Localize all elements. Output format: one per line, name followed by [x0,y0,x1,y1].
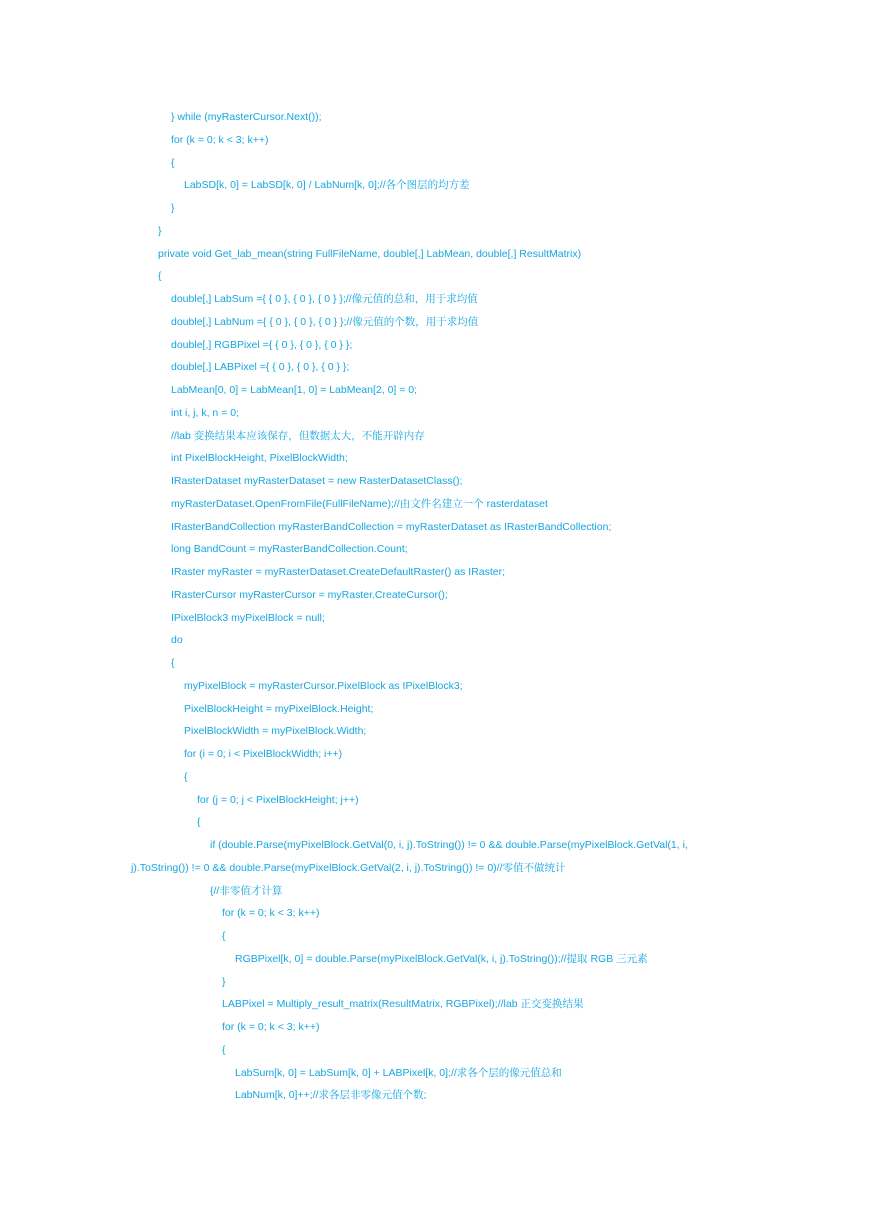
code-line: { [171,156,175,169]
code-line: IRasterDataset myRasterDataset = new RasterDatasetClass(); [171,475,463,487]
code-line: { [197,816,201,829]
code-line: { [158,270,162,283]
code-line: } [171,202,175,214]
code-line: LabSum[k, 0] = LabSum[k, 0] + LABPixel[k, 0];//求各个层的像元值总和 [235,1066,562,1079]
code-line: double[,] LabSum ={ { 0 }, { 0 }, { 0 } };//像元值的总和，用于求均值 [171,293,478,305]
code-line: {//非零值才计算 [210,884,283,897]
code-line: double[,] LABPixel ={ { 0 }, { 0 }, { 0 } }; [171,361,350,374]
code-line: } [222,975,226,988]
code-line: long BandCount = myRasterBandCollection.Count; [171,543,408,556]
code-line: LabNum[k, 0]++;//求各层非零像元值个数; [235,1089,427,1102]
code-line: for (i = 0; i < PixelBlockWidth; i++) [184,748,343,760]
code-line: PixelBlockWidth = myPixelBlock.Width; [184,725,367,738]
code-line: { [222,1043,226,1056]
code-line: for (k = 0; k < 3; k++) [171,133,269,146]
code-line: //lab 变换结果本应该保存，但数据太大，不能开辟内存 [171,429,425,442]
code-line: IPixelBlock3 myPixelBlock = null; [171,611,325,624]
code-line: for (j = 0; j < PixelBlockHeight; j++) [197,793,359,806]
code-line: int PixelBlockHeight, PixelBlockWidth; [171,452,348,465]
code-line: for (k = 0; k < 3; k++) [222,907,320,920]
code-line: IRasterCursor myRasterCursor = myRaster.CreateCursor(); [171,588,448,601]
code-line: RGBPixel[k, 0] = double.Parse(myPixelBlock.GetVal(k, i, j).ToString());//提取 RGB 三元素 [235,952,648,965]
code-line: double[,] LabNum ={ { 0 }, { 0 }, { 0 } };//像元值的个数，用于求均值 [171,315,479,328]
code-line: int i, j, k, n = 0; [171,406,239,419]
code-line: for (k = 0; k < 3; k++) [222,1021,320,1033]
code-line: LABPixel = Multiply_result_matrix(ResultMatrix, RGBPixel);//lab 正交变换结果 [222,998,584,1011]
code-line: private void Get_lab_mean(string FullFileName, double[,] LabMean, double[,] ResultMatrix) [158,247,582,260]
code-line: } [158,224,162,237]
code-line: { [171,657,175,669]
code-line: } while (myRasterCursor.Next()); [171,111,322,123]
code-line: IRaster myRaster = myRasterDataset.CreateDefaultRaster() as IRaster; [171,566,506,578]
code-line: j).ToString()) != 0 && double.Parse(myPixelBlock.GetVal(2, i, j).ToString()) != 0)//零值不做统计 [131,861,566,874]
code-line: double[,] RGBPixel ={ { 0 }, { 0 }, { 0 } }; [171,338,353,351]
code-line: LabSD[k, 0] = LabSD[k, 0] / LabNum[k, 0];//各个图层的均方差 [184,179,470,192]
code-line: IRasterBandCollection myRasterBandCollection = myRasterDataset as IRasterBandCollection; [171,520,612,533]
code-line: if (double.Parse(myPixelBlock.GetVal(0, i, j).ToString()) != 0 && double.Parse(myPixelBlock.GetVal(1, i, [210,839,688,851]
code-line: do [171,634,183,647]
code-line: { [184,770,188,783]
code-line: PixelBlockHeight = myPixelBlock.Height; [184,702,374,715]
code-line: { [222,930,226,942]
code-line: myRasterDataset.OpenFromFile(FullFileName);//由文件名建立一个 rasterdataset [171,497,548,510]
code-line: LabMean[0, 0] = LabMean[1, 0] = LabMean[2, 0] = 0; [171,384,418,396]
code-line: myPixelBlock = myRasterCursor.PixelBlock as IPixelBlock3; [184,679,463,692]
